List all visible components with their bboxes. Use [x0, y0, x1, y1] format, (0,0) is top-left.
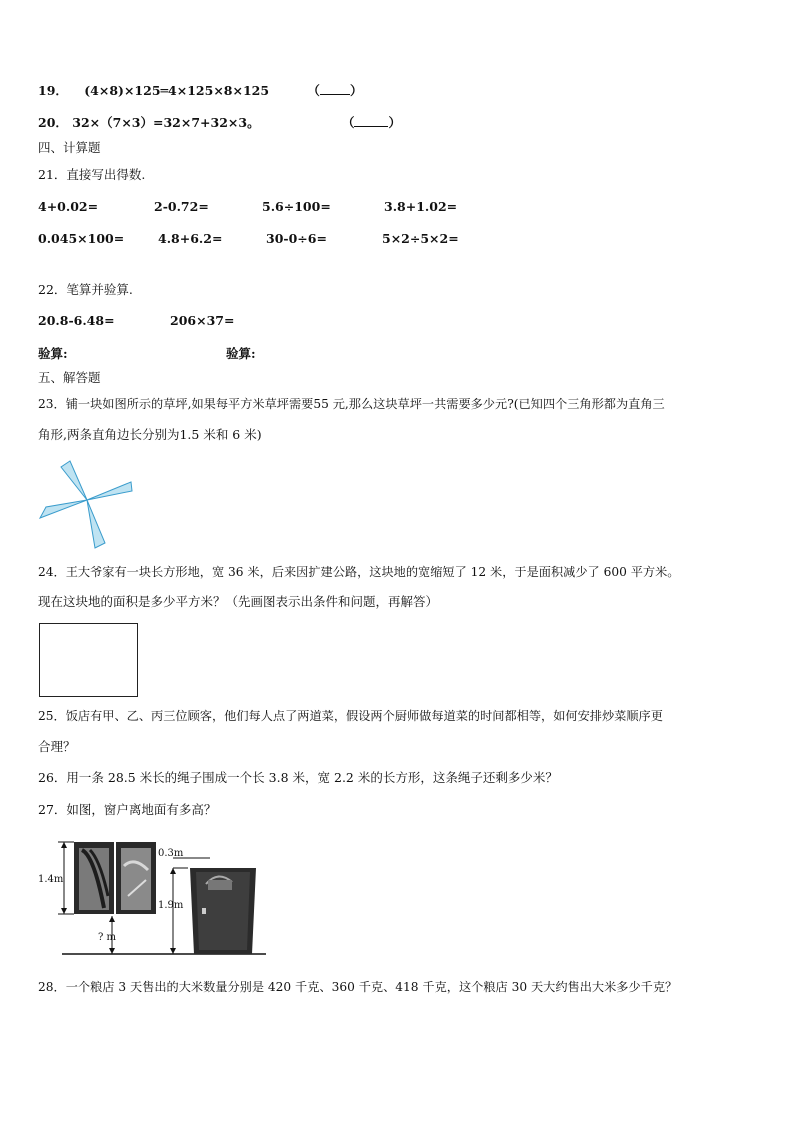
calc-item: 30-0÷6= — [266, 231, 327, 246]
section-heading-5: 五、解答题 — [38, 370, 101, 385]
calc-item: 4.8+6.2= — [158, 231, 223, 246]
rectangle-drawing-box — [39, 623, 138, 697]
calc-item: 0.045×100= — [38, 231, 125, 246]
calc-item: 4+0.02= — [38, 199, 99, 214]
section-heading-4: 四、计算题 — [38, 140, 101, 155]
question-25-line2: 合理？ — [38, 739, 76, 754]
question-26: 26．用一条 28.5 米长的绳子围成一个长 3.8 米，宽 2.2 米的长方形，这条绳子还剩多少米？ — [38, 770, 558, 785]
paren-close: ） — [388, 115, 401, 130]
question-number: 20． — [38, 115, 68, 130]
calc-item: 5×2÷5×2= — [382, 231, 459, 246]
question-19 — [38, 82, 362, 99]
answer-blank[interactable] — [320, 82, 350, 95]
paren-close: ） — [349, 83, 363, 98]
question-number: 19． — [38, 83, 68, 98]
dimension-label: 0.3m — [158, 848, 184, 859]
paren-open: （ — [341, 115, 355, 130]
question-25-line1: 25．饭店有甲、乙、丙三位顾客，他们每人点了两道菜，假设两个厨师做每道菜的时间都相等，如何安排炒菜顺序更 — [38, 709, 663, 723]
paren-open: （ — [307, 83, 320, 98]
question-20 — [38, 114, 401, 131]
dimension-label: 1.9m — [158, 900, 184, 911]
calc-item: 5.6÷100= — [262, 199, 331, 214]
dimension-label: ? m — [98, 932, 117, 943]
question-23-line2: 角形,两条直角边长分别为1.5 米和 6 米) — [38, 427, 262, 442]
question-21-title: 21．直接写出得数. — [38, 167, 146, 182]
question-27: 27．如图，窗户离地面有多高？ — [38, 802, 217, 817]
answer-blank[interactable] — [354, 114, 388, 127]
calc-item: 206×37= — [170, 313, 235, 328]
expression: (4×8)×125═4×125×8×125 — [84, 83, 270, 98]
window-height-figure — [38, 836, 268, 958]
dimension-label: 1.4m — [38, 874, 64, 885]
check-label: 验算: — [38, 346, 68, 361]
calc-item: 20.8-6.48= — [38, 313, 115, 328]
question-23-line1: 23．铺一块如图所示的草坪,如果每平方米草坪需要55 元,那么这块草坪一共需要多少元?(已知四个三角形都为直角三 — [38, 397, 665, 411]
lawn-pinwheel-figure — [36, 455, 136, 553]
check-label: 验算: — [226, 346, 256, 361]
question-24-line2: 现在这块地的面积是多少平方米？（先画图表示出条件和问题，再解答） — [38, 594, 439, 609]
calc-item: 2-0.72= — [154, 199, 209, 214]
question-24-line1: 24．王大爷家有一块长方形地，宽 36 米，后来因扩建公路，这块地的宽缩短了 12 米，于是面积减少了 600 平方米。 — [38, 565, 680, 579]
expression: 32×（7×3）=32×7+32×3。 — [72, 115, 260, 130]
question-22-title: 22．笔算并验算. — [38, 282, 133, 297]
question-28: 28．一个粮店 3 天售出的大米数量分别是 420 千克、360 千克、418 千克，这个粮店 30 天大约售出大米多少千克？ — [38, 980, 678, 994]
calc-item: 3.8+1.02= — [384, 199, 458, 214]
